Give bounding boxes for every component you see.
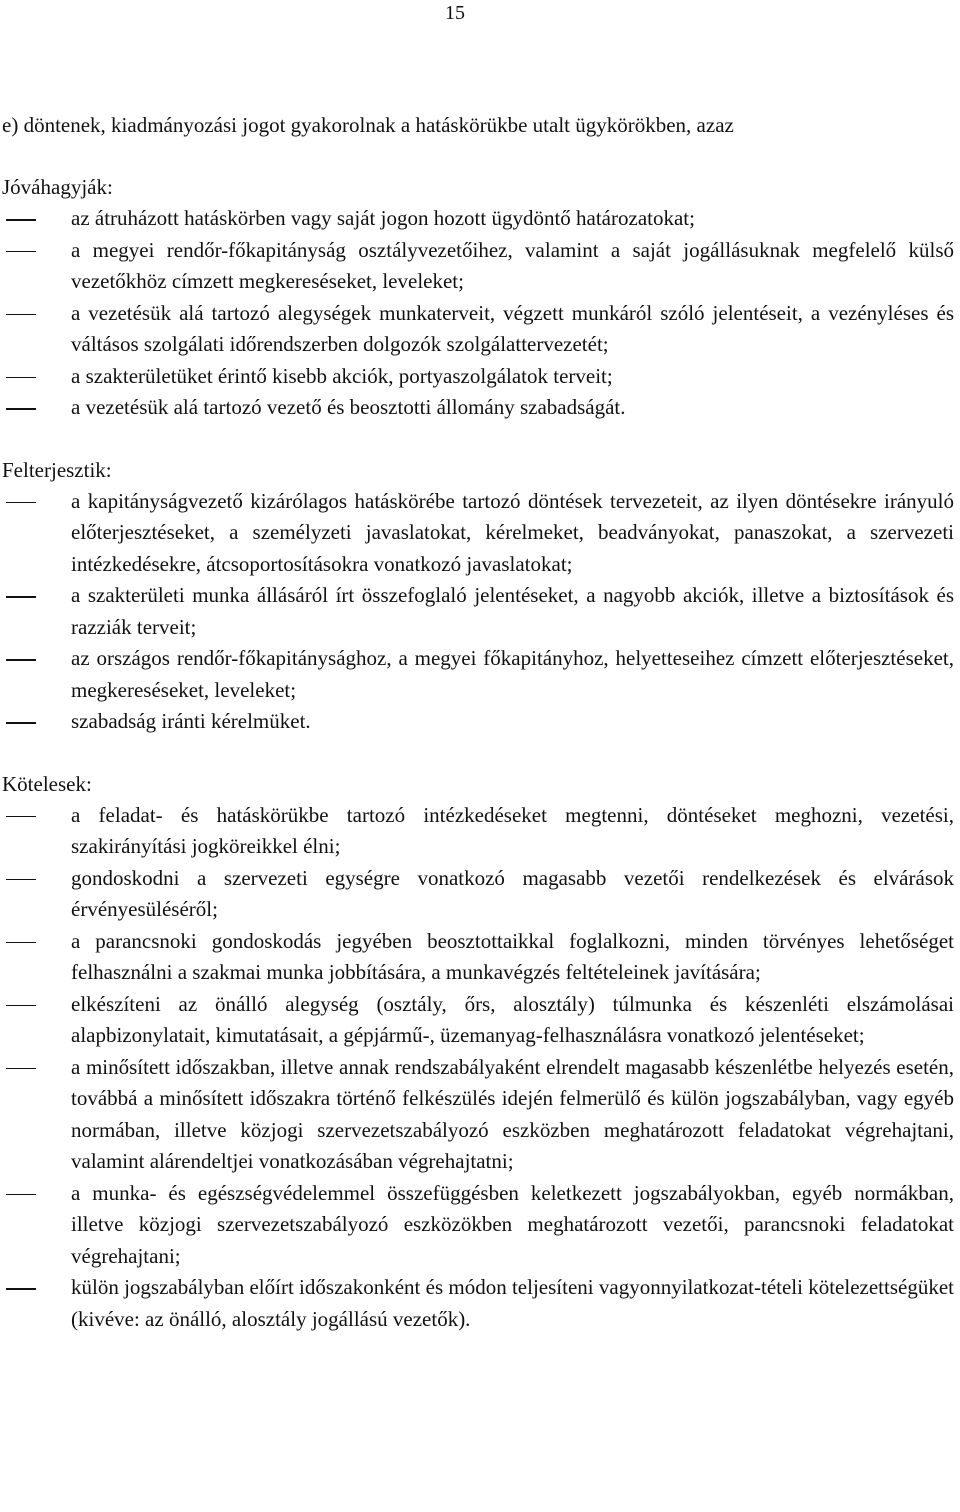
document-body	[2, 109, 954, 1335]
spacer	[2, 738, 954, 768]
list-item-text: a feladat- és hatáskörükbe tartozó intézkedéseket megtenni, döntéseket meghozni, vezetési, szakirányítási jogköreikkel élni;	[71, 802, 954, 858]
list-item-text: elkészíteni az önálló alegység (osztály, őrs, alosztály) túlmunka és készenléti elszámolásai alapbizonylatait, kimutatásait, a gépjármű-, üzemanyag-felhasználásra vonatkozó jelentéseket;	[71, 991, 954, 1047]
spacer	[2, 424, 954, 454]
page-number: 15	[445, 2, 465, 24]
list-item-text: a parancsnoki gondoskodás jegyében beosztottaikkal foglalkozni, minden törvényes lehetőséget felhasználni a szakmai munka jobbítására, a munkavégzés feltételeinek javítására;	[71, 928, 954, 984]
list-item-text: szabadság iránti kérelmüket.	[71, 709, 311, 733]
approve-list	[2, 203, 954, 424]
list-item-text: a munka- és egészségvédelemmel összefüggésben keletkezett jogszabályokban, egyéb normákban, illetve közjogi szervezetszabályozó eszközökben meghatározott vezetői, parancsnoki feladatokat végrehajtani;	[71, 1180, 954, 1268]
list-item-text: a szakterületüket érintő kisebb akciók, portyaszolgálatok terveit;	[71, 363, 613, 388]
list-item-text: külön jogszabályban előírt időszakonként és módon teljesíteni vagyonnyilatkozat-tételi kötelezettségüket (kivéve: az önálló, alosztály jogállású vezetők).	[71, 1275, 954, 1331]
list-item	[2, 298, 954, 361]
list-item	[2, 235, 954, 298]
list-item	[2, 1052, 954, 1178]
section-approve	[2, 171, 954, 424]
list-item	[2, 580, 954, 643]
section-submit	[2, 454, 954, 738]
section-label: Jóváhagyják:	[2, 175, 113, 199]
list-item	[2, 863, 954, 926]
list-item	[2, 800, 954, 863]
list-item-text: a vezetésük alá tartozó alegységek munkaterveit, végzett munkáról szóló jelentéseit, a vezényléses és váltásos szolgálati időrendszerben dolgozók szolgálattervezetét;	[71, 300, 954, 356]
list-item-text: a megyei rendőr-főkapitányság osztályvezetőihez, valamint a saját jogállásuknak megfelelő külső vezetőkhöz címzett megkereséseket, leveleket;	[71, 237, 954, 293]
list-item	[2, 486, 954, 581]
list-item-text: az átruházott hatáskörben vagy saját jogon hozott ügydöntő határozatokat;	[71, 206, 695, 230]
obliged-list	[2, 800, 954, 1336]
list-item	[2, 926, 954, 989]
list-item	[2, 203, 954, 235]
list-item	[2, 361, 954, 393]
spacer	[2, 141, 954, 171]
list-item-text: a minősített időszakban, illetve annak rendszabályaként elrendelt magasabb készenlétbe helyezés esetén, továbbá a minősített időszakra történő felkészülés idején felmerülő és külön jogszabályban, vagy egyéb normában, illetve közjogi szervezetszabályozó eszközben meghatározott feladatokat végrehajtani, valamint alárendeltjei vonatkozásában végrehajtatni;	[71, 1054, 954, 1173]
intro-paragraph: e) döntenek, kiadmányozási jogot gyakorolnak a hatáskörükbe utalt ügykörökben, azaz	[2, 113, 734, 137]
list-item	[2, 989, 954, 1052]
section-label: Felterjesztik:	[2, 457, 112, 482]
list-item	[2, 1178, 954, 1273]
section-obliged	[2, 768, 954, 1336]
list-item	[2, 643, 954, 706]
list-item	[2, 706, 954, 738]
submit-list	[2, 486, 954, 738]
list-item-text: gondoskodni a szervezeti egységre vonatkozó magasabb vezetői rendelkezések és elvárások érvényesüléséről;	[71, 865, 954, 921]
list-item-text: a kapitányságvezető kizárólagos hatáskörébe tartozó döntések tervezeteit, az ilyen döntésekre irányuló előterjesztéseket, a személyzeti javaslatokat, kérelmeket, beadványokat, panaszokat, a szervezeti intézkedésekre, átcsoportosításokra vonatkozó javaslatokat;	[71, 488, 954, 576]
list-item-text: az országos rendőr-főkapitánysághoz, a megyei főkapitányhoz, helyetteseihez címzett előterjesztéseket, megkereséseket, leveleket;	[71, 646, 954, 702]
list-item-text: a vezetésük alá tartozó vezető és beosztotti állomány szabadságát.	[71, 395, 626, 419]
list-item-text: a szakterületi munka állásáról írt összefoglaló jelentéseket, a nagyobb akciók, illetve a biztosítások és razziák terveit;	[71, 583, 954, 639]
list-item	[2, 1272, 954, 1335]
list-item	[2, 392, 954, 424]
section-label: Kötelesek:	[2, 771, 92, 796]
